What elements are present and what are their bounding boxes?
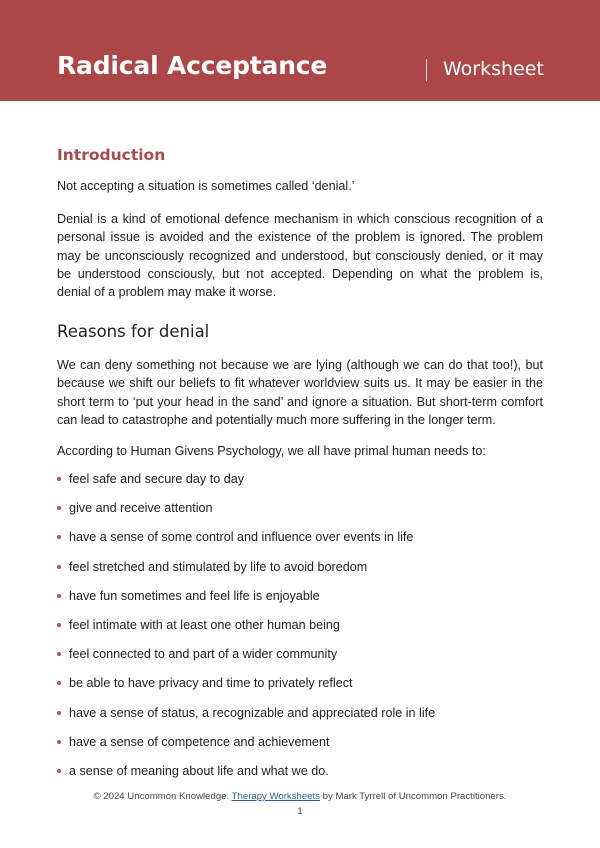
bullet-icon — [57, 623, 61, 627]
footer-author: by Mark Tyrrell of Uncommon Practitioners. — [320, 791, 507, 802]
needs-list-item: give and receive attention — [57, 499, 543, 528]
bullet-icon — [57, 535, 61, 539]
bullet-icon — [57, 477, 61, 481]
needs-list-item: feel connected to and part of a wider community — [57, 645, 543, 674]
introduction-heading: Introduction — [57, 146, 166, 164]
bullet-icon — [57, 769, 61, 773]
bullet-icon — [57, 506, 61, 510]
bullet-icon — [57, 740, 61, 744]
header-banner — [0, 0, 600, 101]
bullet-icon — [57, 565, 61, 569]
needs-list-item: a sense of meaning about life and what we do. — [57, 762, 543, 791]
needs-list-item: have a sense of status, a recognizable and appreciated role in life — [57, 704, 543, 733]
intro-paragraph-2: Denial is a kind of emotional defence mechanism in which conscious recognition of a personal issue is avoided and the existence of the problem is ignored. The problem may be unconsciously recognized and understood, but consciously denied, or it may be understood consciously, but not accepted. Depending on what the problem is, denial of a problem may make it worse. — [57, 212, 543, 300]
reasons-heading: Reasons for denial — [57, 322, 210, 341]
bullet-icon — [57, 652, 61, 656]
worksheet-title: Radical Acceptance — [57, 51, 328, 80]
reasons-paragraph-2: According to Human Givens Psychology, we all have primal human needs to: — [57, 444, 486, 458]
header-divider — [426, 59, 427, 81]
footer-credit — [0, 791, 600, 802]
needs-list-item: be able to have privacy and time to privately reflect — [57, 674, 543, 703]
bullet-icon — [57, 681, 61, 685]
page-number: 1 — [297, 806, 303, 817]
needs-list-item: feel stretched and stimulated by life to avoid boredom — [57, 558, 543, 587]
needs-list — [57, 470, 543, 791]
worksheet-label: Worksheet — [443, 58, 544, 80]
intro-paragraph-1: Not accepting a situation is sometimes called ‘denial.’ — [57, 179, 355, 193]
needs-list-item: have a sense of competence and achievement — [57, 733, 543, 762]
footer-copyright: © 2024 Uncommon Knowledge. — [93, 791, 232, 802]
needs-list-item: feel safe and secure day to day — [57, 470, 543, 499]
reasons-paragraph-1: We can deny something not because we are lying (although we can do that too!), but because we shift our beliefs to fit whatever worldview suits us. It may be easier in the short term to ‘put your head in the sand’ and ignore a situation. But short-term comfort can lead to catastrophe and potentially much more suffering in the longer term. — [57, 358, 543, 427]
bullet-icon — [57, 594, 61, 598]
therapy-worksheets-link[interactable]: Therapy Worksheets — [231, 791, 320, 802]
needs-list-item: have fun sometimes and feel life is enjoyable — [57, 587, 543, 616]
bullet-icon — [57, 711, 61, 715]
needs-list-item: feel intimate with at least one other human being — [57, 616, 543, 645]
needs-list-item: have a sense of some control and influence over events in life — [57, 528, 543, 557]
